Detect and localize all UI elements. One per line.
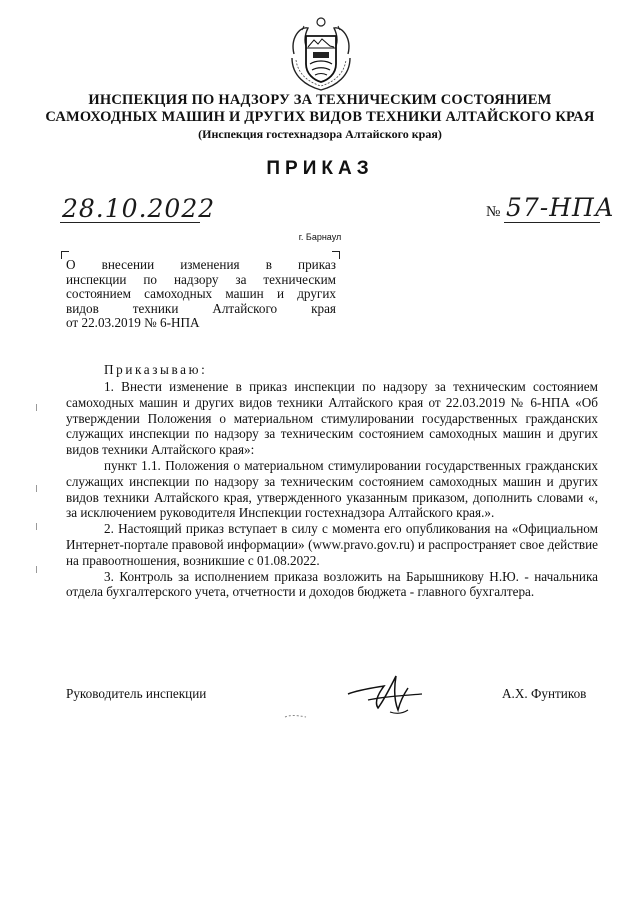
margin-mark [36,523,37,530]
margin-mark [36,404,37,411]
order-item-1: 1. Внести изменение в приказ инспекции по надзору за техническим состоянием самоходных машин и других видов техники Алтайского края от 22.03.2019 № 6-НПА «Об утверждении Положения о материальном стимулировании государственных гражданских служащих инспекции по надзору за техническим состоянием самоходных машин и других видов техники Алтайского края»: [66,379,598,458]
order-body [66,379,598,600]
signatory-role: Руководитель инспекции [66,686,207,701]
subject-line: видов техники Алтайского края [66,300,336,316]
coat-of-arms-icon [286,14,356,94]
number-sign: № [486,204,501,220]
signatory-name: А.Х. Фунтиков [502,686,587,701]
handwritten-signature-icon [338,664,438,720]
order-item-3: 3. Контроль за исполнением приказа возложить на Барышникову Н.Ю. - начальника отдела бухгалтерского учета, отчетности и доходов бюджета - главного бухгалтера. [66,568,598,600]
order-date: 28.10.2022 [62,194,216,223]
org-name-line-2: САМОХОДНЫХ МАШИН И ДРУГИХ ВИДОВ ТЕХНИКИ АЛТАЙСКОГО КРАЯ [45,109,595,125]
org-name-line-1: ИНСПЕКЦИЯ ПО НАДЗОРУ ЗА ТЕХНИЧЕСКИМ СОСТОЯНИЕМ [88,92,552,108]
subject-line: состоянием самоходных машин и других [66,286,336,302]
date-underline [60,222,200,223]
order-number: 57-НПА [506,193,615,222]
margin-mark [36,485,37,492]
subject-line: О внесении изменения в приказ [66,257,336,272]
document-title: ПРИКАЗ [266,158,374,179]
subject-line: инспекции по надзору за техническим [66,271,336,287]
margin-mark [36,566,37,573]
city-label: г. Барнаул [298,232,342,242]
scan-artifact [284,713,308,719]
preamble: Приказываю: [104,362,208,377]
order-item-1-subpoint: пункт 1.1. Положения о материальном стимулировании государственных гражданских служащих инспекции по надзору за техническим состоянием самоходных машин и других видов техники Алтайского края, утвержденного указанным приказом, дополнить словами «, за исключением руководителя Инспекции гостехнадзора Алтайского края.». [66,457,598,521]
order-item-2: 2. Настоящий приказ вступает в силу с момента его опубликования на «Официальном Интернет-портале правовой информации» (www.pravo.gov.ru) и распространяет свое действие на правоотношения, возникшие с 01.08.2022. [66,521,598,568]
number-underline [504,222,600,223]
org-short-name: (Инспекция гостехнадзора Алтайского края) [198,127,442,141]
order-subject [66,258,336,331]
subject-line: от 22.03.2019 № 6-НПА [66,315,200,331]
